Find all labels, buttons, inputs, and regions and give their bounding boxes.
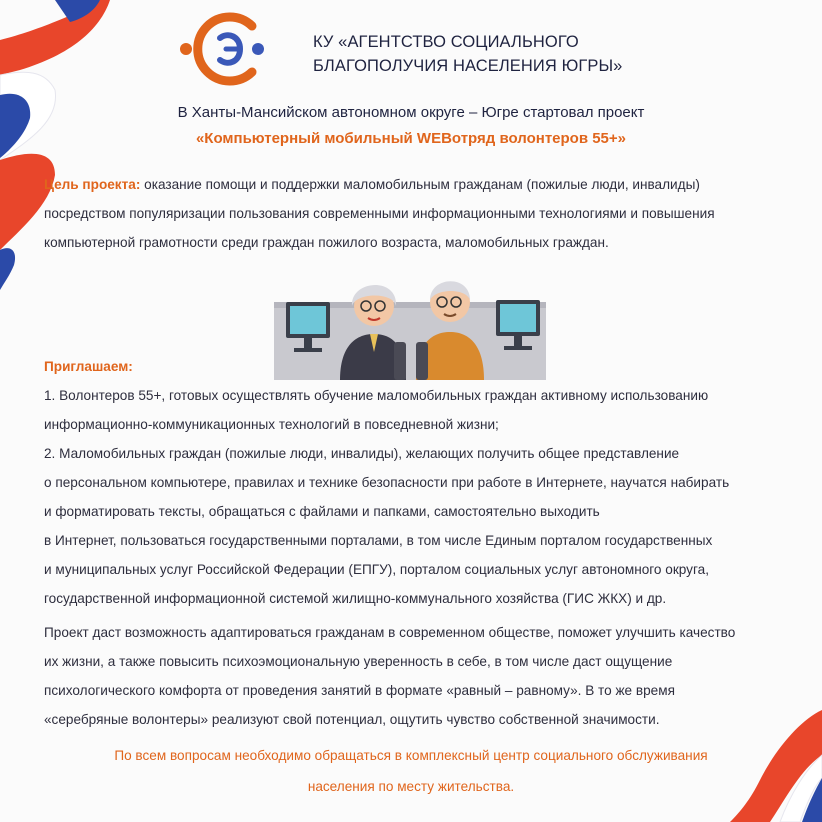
footer-line-1: По всем вопросам необходимо обращаться в комплексный центр социального обслуживания bbox=[114, 748, 708, 763]
goal-label: Цель проекта: bbox=[44, 177, 141, 192]
goal-paragraph bbox=[44, 170, 715, 257]
organization-name bbox=[313, 30, 622, 78]
goal-line-2: посредством популяризации пользования современными информационными технологиями и повышения bbox=[44, 206, 715, 221]
headline-project-title: «Компьютерный мобильный WEBотряд волонтеров 55+» bbox=[195, 130, 627, 147]
contact-footer bbox=[0, 740, 822, 802]
invite-line: 1. Волонтеров 55+, готовых осуществлять обучение маломобильных граждан активному использованию bbox=[44, 388, 709, 403]
agency-logo bbox=[174, 8, 270, 90]
invite-line: в Интернет, пользоваться государственными порталами, в том числе Единым порталом государственных bbox=[44, 533, 713, 548]
goal-line-1: оказание помощи и поддержки маломобильным гражданам (пожилые люди, инвалиды) bbox=[140, 177, 700, 192]
organization-name-line-2: БЛАГОПОЛУЧИЯ НАСЕЛЕНИЯ ЮГРЫ» bbox=[313, 57, 623, 75]
invite-line: информационно-коммуникационных технологий в повседневной жизни; bbox=[44, 417, 499, 432]
invite-line: и муниципальных услуг Российской Федерации (ЕПГУ), порталом социальных услуг автономного округа, bbox=[44, 562, 709, 577]
project-headline bbox=[0, 100, 822, 152]
organization-name-line-1: КУ «АГЕНТСТВО СОЦИАЛЬНОГО bbox=[313, 33, 579, 51]
outcome-paragraph bbox=[44, 618, 735, 734]
invite-label: Приглашаем: bbox=[44, 359, 133, 374]
invite-line: о персональном компьютере, правилах и технике безопасности при работе в Интернете, научатся набирать bbox=[44, 475, 730, 490]
outcome-line: Проект даст возможность адаптироваться гражданам в современном обществе, поможет улучшить качество bbox=[44, 625, 736, 640]
outcome-line: их жизни, а также повысить психоэмоциональную уверенность в себе, в том числе даст ощущение bbox=[44, 654, 673, 669]
invite-line: государственной информационной системой жилищно-коммунального хозяйства (ГИС ЖКХ) и др. bbox=[44, 591, 667, 606]
outcome-line: «серебряные волонтеры» реализуют свой потенциал, ощутить чувство собственной значимости. bbox=[44, 712, 660, 727]
headline-line-1: В Ханты-Мансийском автономном округе – Югре стартовал проект bbox=[177, 104, 645, 121]
invite-line: 2. Маломобильных граждан (пожилые люди, инвалиды), желающих получить общее представление bbox=[44, 446, 680, 461]
goal-line-3: компьютерной грамотности среди граждан пожилого возраста, маломобильных граждан. bbox=[44, 235, 609, 250]
invite-section bbox=[44, 352, 729, 613]
invite-line: и форматировать тексты, обращаться с файлами и папками, самостоятельно выходить bbox=[44, 504, 600, 519]
footer-line-2: населения по месту жительства. bbox=[307, 779, 515, 794]
outcome-line: психологического комфорта от проведения занятий в формате «равный – равному». В то же время bbox=[44, 683, 675, 698]
